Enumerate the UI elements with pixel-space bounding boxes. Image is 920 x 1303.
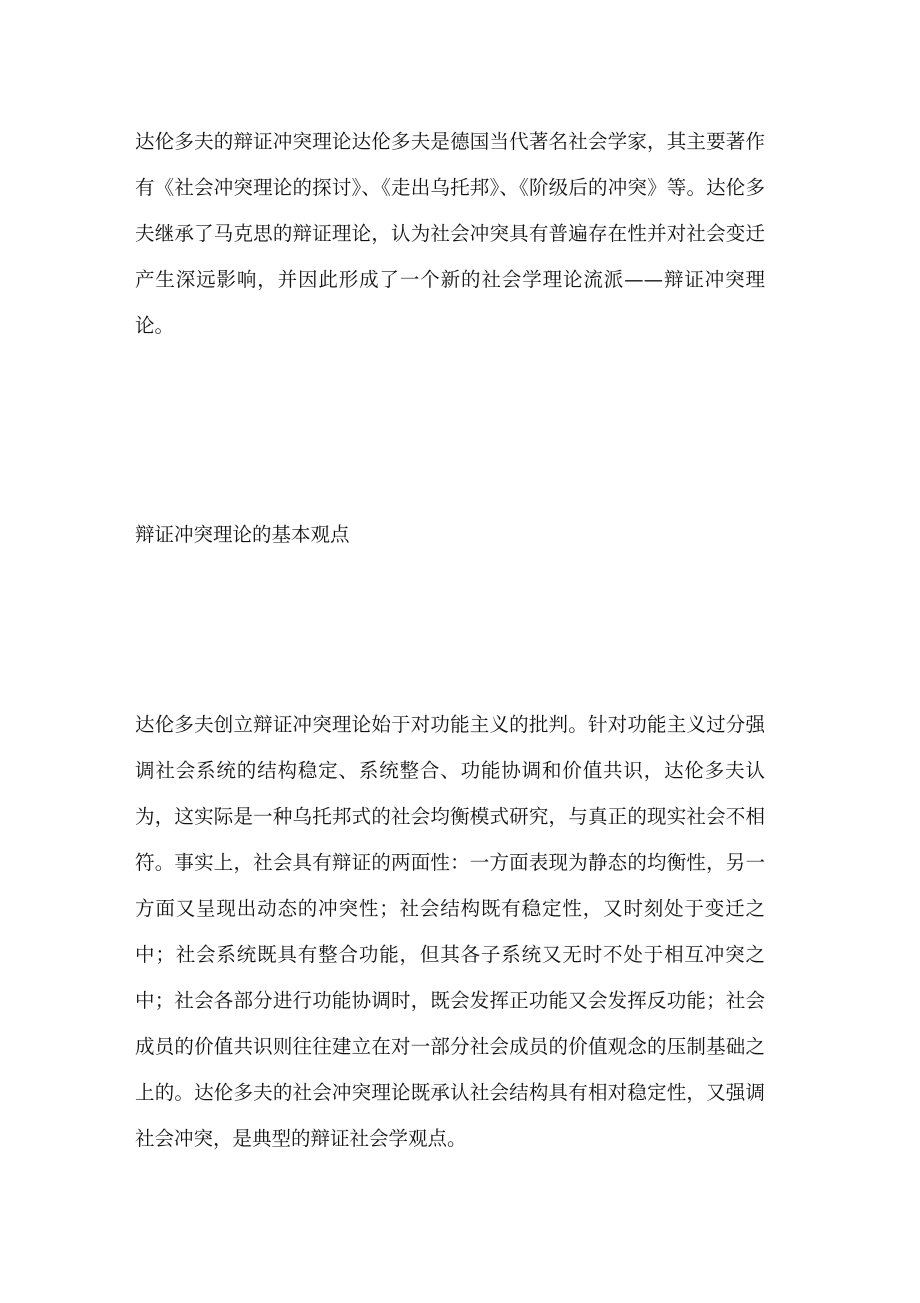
body-paragraph: 达伦多夫创立辩证冲突理论始于对功能主义的批判。针对功能主义过分强调社会系统的结构稳定、系统整合、功能协调和价值共识，达伦多夫认为，这实际是一种乌托邦式的社会均衡模式研究，与真正的现实社会不相符。事实上，社会具有辩证的两面性：一方面表现为静态的均衡性，另一方面又呈现出动态的冲突性；社会结构既有稳定性，又时刻处于变迁之中；社会系统既具有整合功能，但其各子系统又无时不处于相互冲突之中；社会各部分进行功能协调时，既会发挥正功能又会发挥反功能；社会成员的价值共识则往往建立在对一部分社会成员的价值观念的压制基础之上的。达伦多夫的社会冲突理论既承认社会结构具有相对稳定性，又强调社会冲突，是典型的辩证社会学观点。 — [135, 713, 765, 1150]
section-heading: 辩证冲突理论的基本观点 — [135, 523, 350, 546]
intro-paragraph: 达伦多夫的辩证冲突理论达伦多夫是德国当代著名社会学家，其主要著作有《社会冲突理论的探讨》、《走出乌托邦》、《阶级后的冲突》等。达伦多夫继承了马克思的辩证理论，认为社会冲突具有普遍存在性并对社会变迁产生深远影响，并因此形成了一个新的社会学理论流派——辩证冲突理论。 — [135, 130, 765, 337]
